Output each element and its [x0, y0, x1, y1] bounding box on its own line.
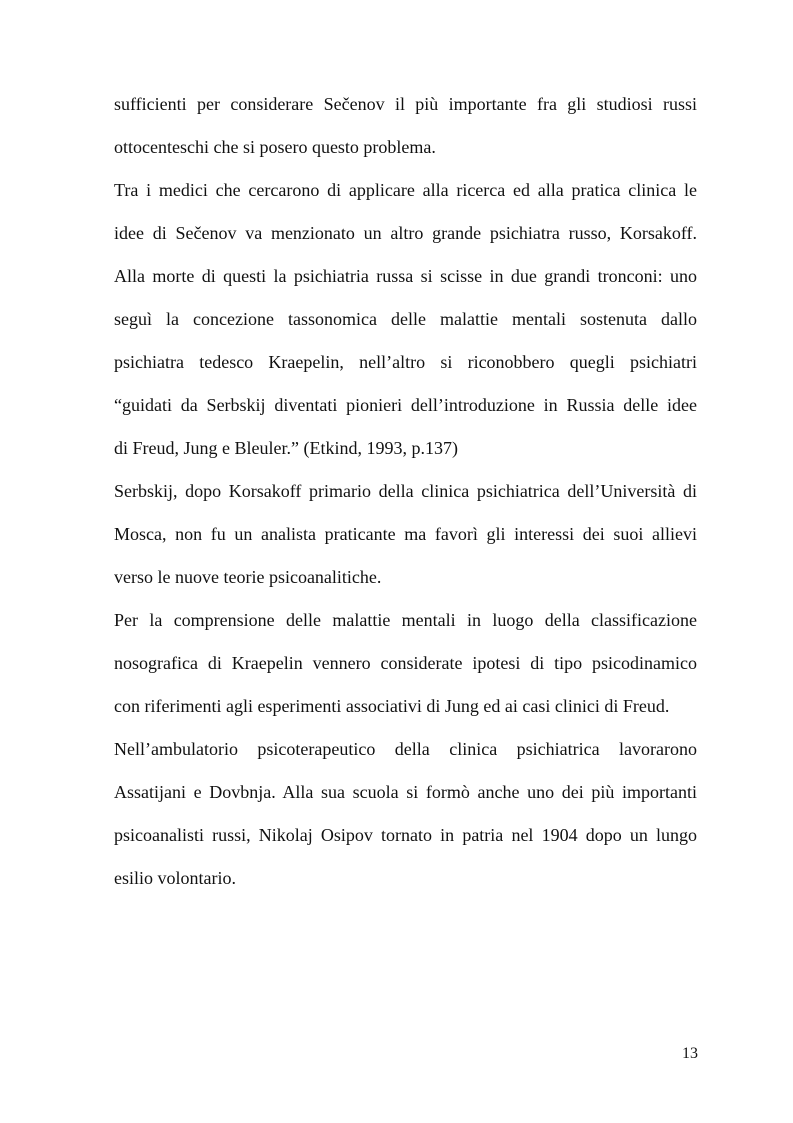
text-line: “guidati da Serbskij diventati pionieri dell’introduzione in Russia delle idee [114, 395, 697, 415]
text-line: Alla morte di questi la psichiatria russa si scisse in due grandi tronconi: uno [114, 266, 697, 286]
text-line: ottocenteschi che si posero questo problema. [114, 137, 436, 157]
page-number: 13 [682, 1045, 698, 1062]
text-line: psicoanalisti russi, Nikolaj Osipov tornato in patria nel 1904 dopo un lungo [114, 825, 697, 845]
text-line: di Freud, Jung e Bleuler.” (Etkind, 1993, p.137) [114, 438, 458, 458]
text-line: Nell’ambulatorio psicoterapeutico della clinica psichiatrica lavorarono [114, 739, 697, 759]
text-line: psichiatra tedesco Kraepelin, nell’altro si riconobbero quegli psichiatri [114, 352, 697, 372]
text-line: verso le nuove teorie psicoanalitiche. [114, 567, 382, 587]
text-line: nosografica di Kraepelin vennero considerate ipotesi di tipo psicodinamico [114, 653, 697, 673]
text-line: Assatijani e Dovbnja. Alla sua scuola si formò anche uno dei più importanti [114, 782, 697, 802]
text-line: esilio volontario. [114, 868, 236, 888]
body-text [114, 83, 697, 900]
text-line: seguì la concezione tassonomica delle malattie mentali sostenuta dallo [114, 309, 697, 329]
text-line: Serbskij, dopo Korsakoff primario della clinica psichiatrica dell’Università di [114, 481, 697, 501]
text-line: Mosca, non fu un analista praticante ma favorì gli interessi dei suoi allievi [114, 524, 697, 544]
text-line: sufficienti per considerare Sečenov il più importante fra gli studiosi russi [114, 94, 697, 114]
text-line: idee di Sečenov va menzionato un altro grande psichiatra russo, Korsakoff. [114, 223, 697, 243]
text-line: Per la comprensione delle malattie mentali in luogo della classificazione [114, 610, 697, 630]
text-line: Tra i medici che cercarono di applicare alla ricerca ed alla pratica clinica le [114, 180, 697, 200]
text-line: con riferimenti agli esperimenti associativi di Jung ed ai casi clinici di Freud. [114, 696, 670, 716]
